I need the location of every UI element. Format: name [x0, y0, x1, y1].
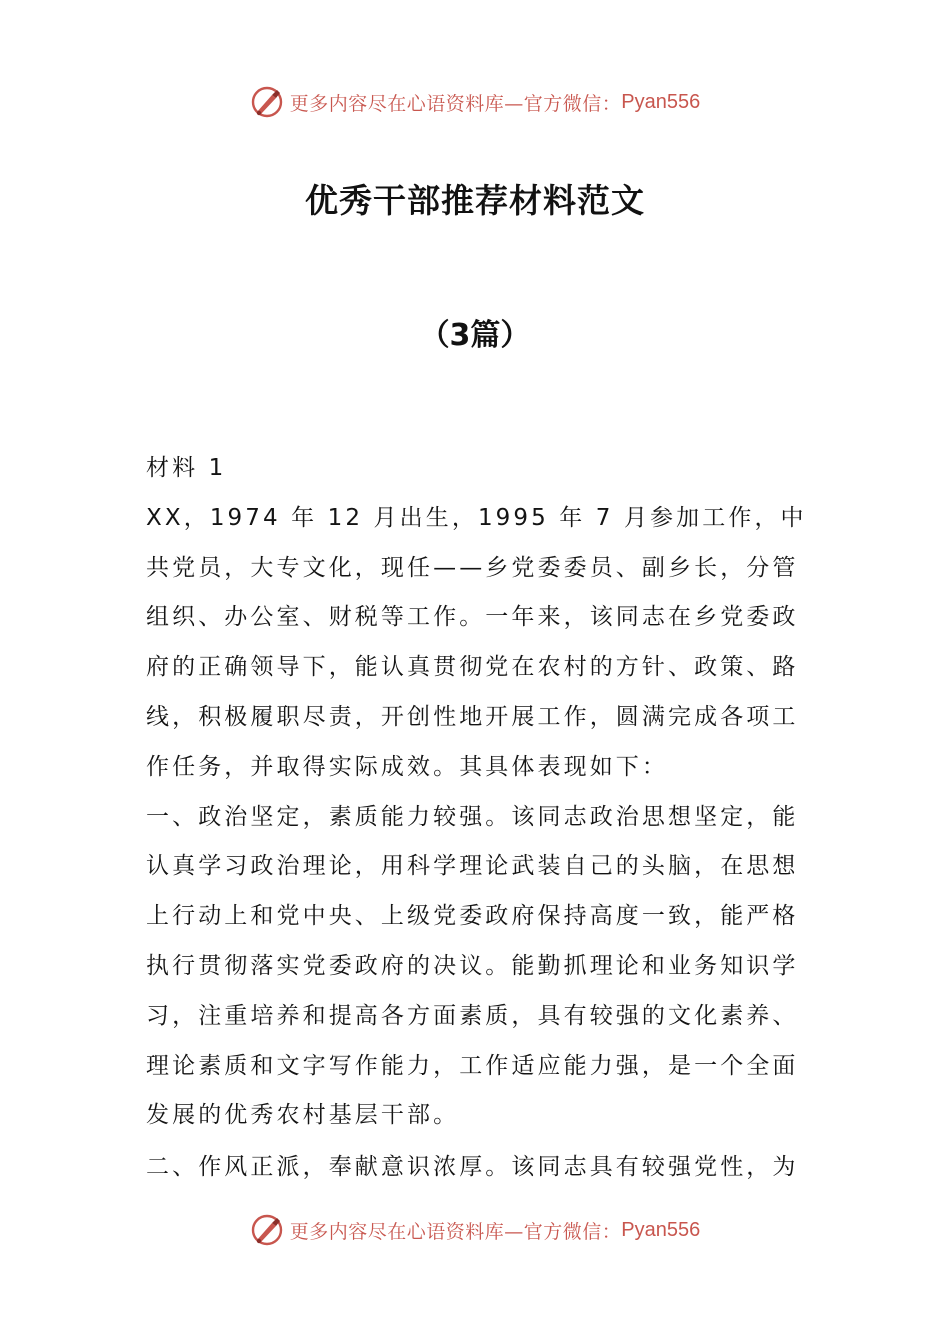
banner-text: 更多内容尽在心语资料库—官方微信： — [289, 92, 622, 115]
document-body — [146, 444, 808, 1193]
banner-wechat-id: Pyan556 — [621, 1218, 701, 1241]
banner-text: 更多内容尽在心语资料库—官方微信： — [289, 1220, 622, 1243]
paragraph: XX，1974 年 12 月出生，1995 年 7 月参加工作，中共党员，大专文化，现任——乡党委委员、副乡长，分管组织、办公室、财税等工作。一年来，该同志在乡党委政府的正确领导下，能认真贯彻党在农村的方针、政策、路线，积极履职尽责，开创性地开展工作，圆满完成各项工作任务，并取得实际成效。其具体表现如下： — [146, 504, 807, 780]
document-title: 优秀干部推荐材料范文 — [305, 181, 645, 220]
document-subtitle: （3篇） — [419, 318, 531, 353]
paragraph: 二、作风正派，奉献意识浓厚。该同志具有较强党性，为 — [146, 1154, 799, 1181]
pen-logo-icon — [250, 85, 284, 119]
paragraph: 一、政治坚定，素质能力较强。该同志政治思想坚定，能认真学习政治理论，用科学理论武装自己的头脑，在思想上行动上和党中央、上级党委政府保持高度一致，能严格执行贯彻落实党委政府的决议。能勤抓理论和业务知识学习，注重培养和提高各方面素质，具有较强的文化素养、理论素质和文字写作能力，工作适应能力强，是一个全面发展的优秀农村基层干部。 — [146, 803, 799, 1129]
section-label: 材料 1 — [146, 455, 227, 481]
header-banner — [0, 82, 950, 122]
banner-wechat-id: Pyan556 — [621, 90, 701, 113]
footer-banner — [0, 1210, 950, 1250]
pen-logo-icon — [250, 1213, 284, 1247]
